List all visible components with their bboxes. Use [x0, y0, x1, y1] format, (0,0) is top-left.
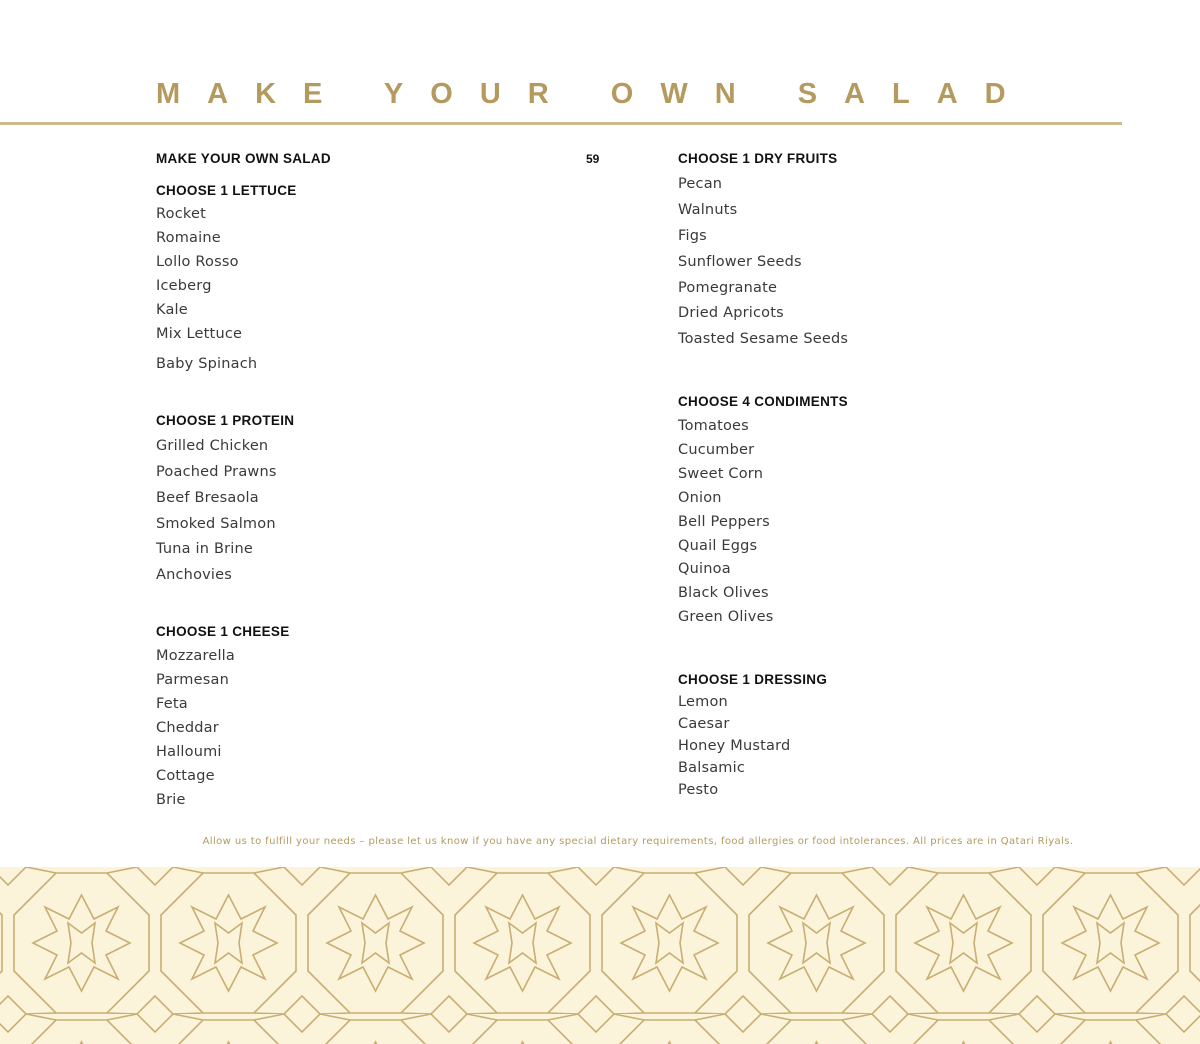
lettuce-heading: CHOOSE 1 LETTUCE [156, 183, 297, 198]
cheese-item: Brie [156, 792, 186, 808]
dry-fruits-item: Pecan [678, 176, 723, 192]
lettuce-item: Iceberg [156, 278, 212, 294]
lettuce-item: Kale [156, 302, 188, 318]
dietary-footnote: Allow us to fulfill your needs – please let us know if you have any special dietary requirements, food allergies or food intolerances. All prices are in Qatari Riyals. [202, 836, 1074, 847]
dressing-item: Lemon [678, 694, 728, 710]
condiments-item: Bell Peppers [678, 514, 770, 530]
decorative-pattern-band [0, 867, 1200, 1044]
main-item-price: 59 [586, 152, 600, 166]
lettuce-item: Baby Spinach [156, 356, 258, 372]
cheese-item: Cheddar [156, 720, 219, 736]
dry-fruits-item: Figs [678, 228, 707, 244]
lettuce-item: Rocket [156, 206, 206, 222]
cheese-heading: CHOOSE 1 CHEESE [156, 624, 290, 639]
dressing-item: Honey Mustard [678, 738, 791, 754]
main-item-name: MAKE YOUR OWN SALAD [156, 151, 331, 166]
dressing-item: Balsamic [678, 760, 746, 776]
condiments-item: Quinoa [678, 561, 731, 577]
condiments-item: Onion [678, 490, 722, 506]
dry-fruits-item: Pomegranate [678, 280, 778, 296]
condiments-item: Sweet Corn [678, 466, 764, 482]
protein-item: Beef Bresaola [156, 490, 259, 506]
title-divider [0, 122, 1122, 125]
protein-item: Smoked Salmon [156, 516, 276, 532]
page-title: MAKE YOUR OWN SALAD [156, 78, 1033, 110]
condiments-item: Cucumber [678, 442, 755, 458]
cheese-item: Cottage [156, 768, 215, 784]
lettuce-item: Mix Lettuce [156, 326, 243, 342]
dry-fruits-heading: CHOOSE 1 DRY FRUITS [678, 151, 838, 166]
condiments-item: Black Olives [678, 585, 769, 601]
condiments-item: Quail Eggs [678, 538, 758, 554]
lettuce-item: Romaine [156, 230, 221, 246]
protein-item: Anchovies [156, 567, 233, 583]
condiments-item: Green Olives [678, 609, 774, 625]
dressing-item: Pesto [678, 782, 719, 798]
lettuce-item: Lollo Rosso [156, 254, 239, 270]
protein-item: Poached Prawns [156, 464, 277, 480]
dressing-heading: CHOOSE 1 DRESSING [678, 672, 828, 687]
dry-fruits-item: Sunflower Seeds [678, 254, 802, 270]
dry-fruits-item: Dried Apricots [678, 305, 784, 321]
dry-fruits-item: Walnuts [678, 202, 738, 218]
protein-item: Grilled Chicken [156, 438, 269, 454]
protein-heading: CHOOSE 1 PROTEIN [156, 413, 295, 428]
dry-fruits-item: Toasted Sesame Seeds [678, 331, 849, 347]
condiments-item: Tomatoes [678, 418, 749, 434]
protein-item: Tuna in Brine [156, 541, 254, 557]
cheese-item: Parmesan [156, 672, 229, 688]
cheese-item: Mozzarella [156, 648, 235, 664]
condiments-heading: CHOOSE 4 CONDIMENTS [678, 394, 848, 409]
cheese-item: Halloumi [156, 744, 222, 760]
cheese-item: Feta [156, 696, 188, 712]
dressing-item: Caesar [678, 716, 730, 732]
geometric-pattern [0, 867, 1200, 1044]
